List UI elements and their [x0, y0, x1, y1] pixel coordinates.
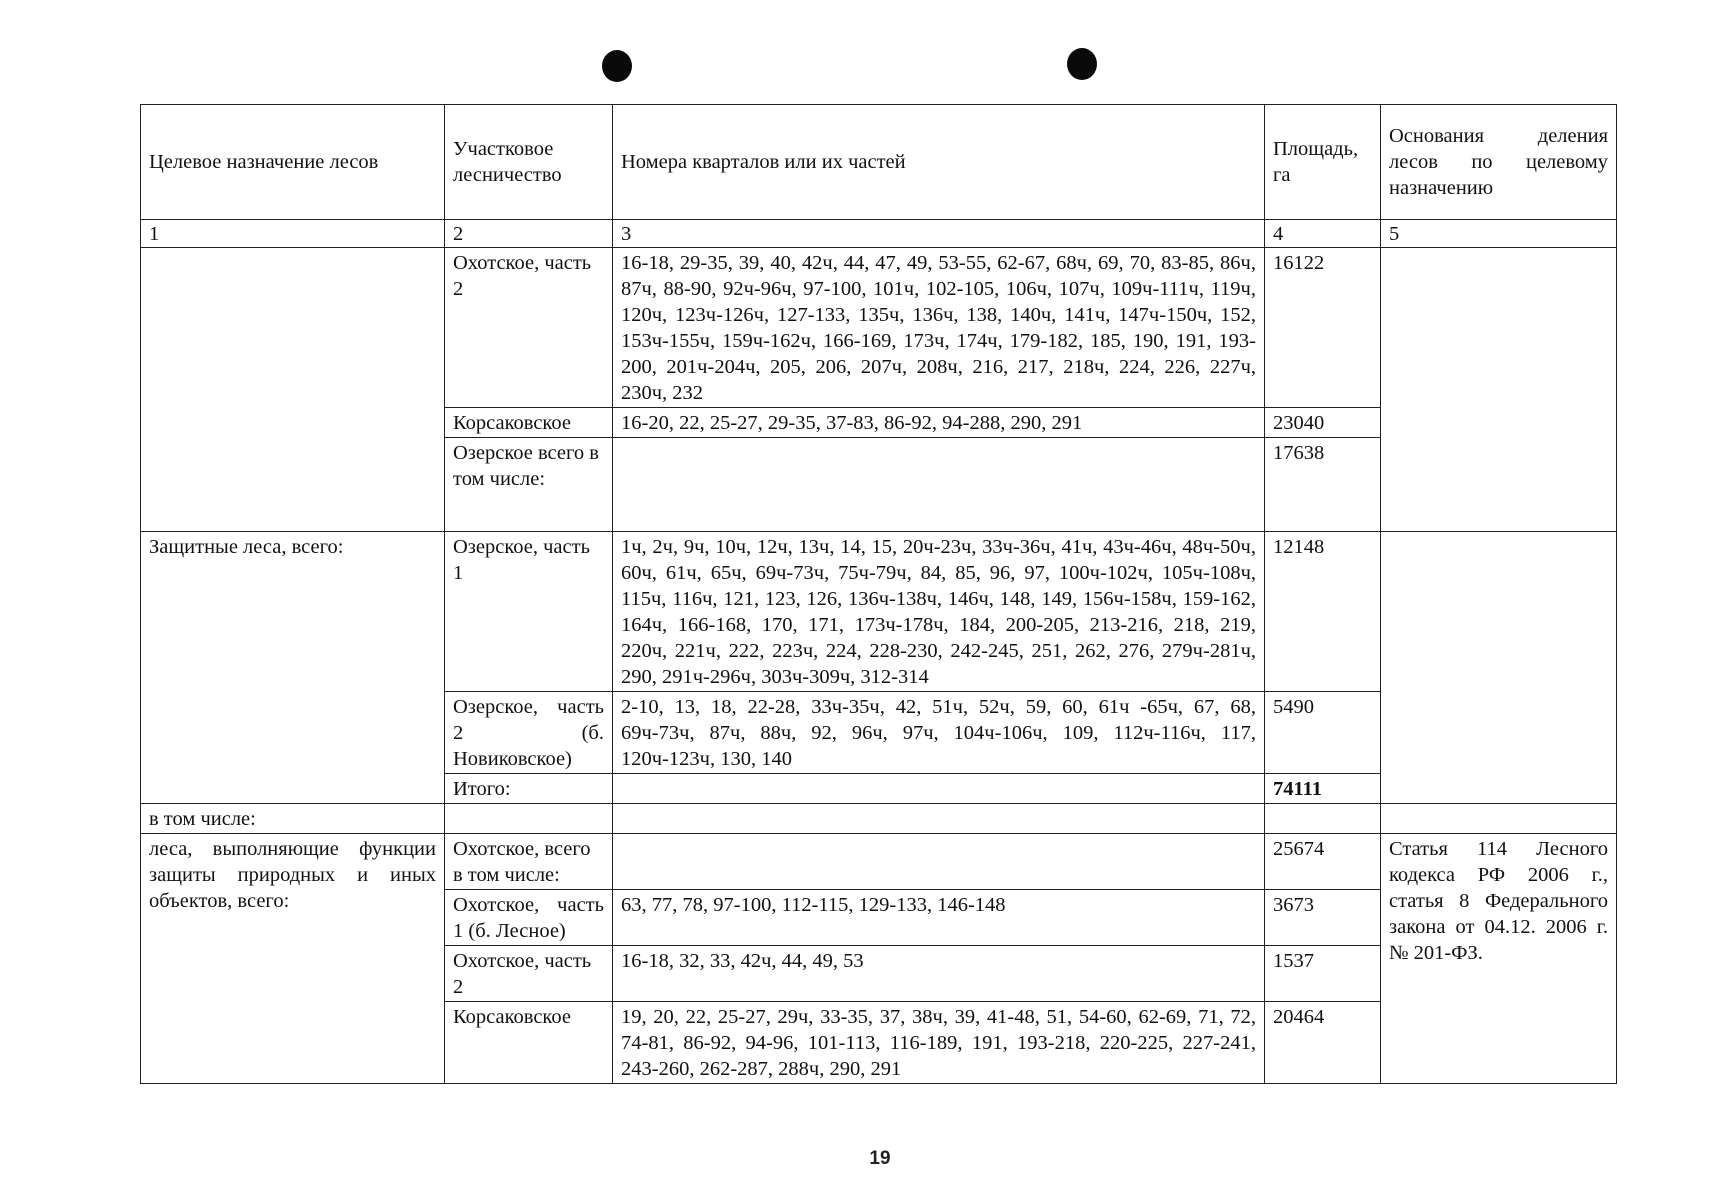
header-quarters: Номера кварталов или их частей: [613, 105, 1265, 220]
area-cell: 1537: [1265, 946, 1381, 1002]
forestry-cell: Охотское, часть 1 (б. Лесное): [445, 890, 613, 946]
page-number: 19: [869, 1148, 891, 1169]
table-row: [141, 532, 1617, 692]
table-row: [141, 804, 1617, 834]
column-number: 3: [613, 220, 1265, 248]
quarters-cell: 16-20, 22, 25-27, 29-35, 37-83, 86-92, 94-288, 290, 291: [613, 408, 1265, 438]
area-cell: 16122: [1265, 248, 1381, 408]
punch-hole-right: [1067, 48, 1097, 80]
forestry-cell: Охотское, всего в том числе:: [445, 834, 613, 890]
column-number: 2: [445, 220, 613, 248]
forestry-cell: Корсаковское: [445, 408, 613, 438]
total-area: 74111: [1265, 774, 1381, 804]
quarters-cell: 19, 20, 22, 25-27, 29ч, 33-35, 37, 38ч, 39, 41-48, 51, 54-60, 62-69, 71, 72, 74-81, 86-92, 94-96, 101-113, 116-189, 191, 193-218, 220-225, 227-241, 243-260, 262-287, 288ч, 290, 291: [613, 1002, 1265, 1084]
forestry-cell: Охотское, часть 2: [445, 248, 613, 408]
table-row: [141, 834, 1617, 890]
purpose-cell: в том числе:: [141, 804, 445, 834]
basis-cell-empty: [1381, 804, 1617, 834]
table-row: [141, 248, 1617, 408]
forestry-cell: Охотское, часть 2: [445, 946, 613, 1002]
forestry-cell: Корсаковское: [445, 1002, 613, 1084]
column-number: 5: [1381, 220, 1617, 248]
quarters-cell-empty: [613, 774, 1265, 804]
total-label: Итого:: [445, 774, 613, 804]
forestry-cell: Озерское всего в том числе:: [445, 438, 613, 532]
column-number: 4: [1265, 220, 1381, 248]
forest-purpose-table: [140, 104, 1617, 1084]
area-cell: 23040: [1265, 408, 1381, 438]
column-number: 1: [141, 220, 445, 248]
forestry-cell: Озерское, часть 2 (б. Новиковское): [445, 692, 613, 774]
quarters-cell: 2-10, 13, 18, 22-28, 33ч-35ч, 42, 51ч, 52ч, 59, 60, 61ч -65ч, 67, 68, 69ч-73ч, 87ч, 88ч, 92, 96ч, 97ч, 104ч-106ч, 109, 112ч-116ч, 117, 120ч-123ч, 130, 140: [613, 692, 1265, 774]
header-purpose: Целевое назначение лесов: [141, 105, 445, 220]
area-cell: 5490: [1265, 692, 1381, 774]
quarters-cell-empty: [613, 804, 1265, 834]
column-number-row: [141, 220, 1617, 248]
basis-cell-empty: [1381, 532, 1617, 804]
quarters-cell: 16-18, 32, 33, 42ч, 44, 49, 53: [613, 946, 1265, 1002]
basis-cell-empty: [1381, 248, 1617, 532]
area-cell: 12148: [1265, 532, 1381, 692]
forestry-cell: Озерское, часть 1: [445, 532, 613, 692]
punch-hole-left: [602, 50, 632, 82]
quarters-cell: [613, 438, 1265, 532]
quarters-cell: 16-18, 29-35, 39, 40, 42ч, 44, 47, 49, 53-55, 62-67, 68ч, 69, 70, 83-85, 86ч, 87ч, 88-90, 92ч-96ч, 97-100, 101ч, 102-105, 106ч, 107ч, 109ч-111ч, 119ч, 120ч, 123ч-126ч, 127-133, 135ч, 136ч, 138, 140ч, 141ч, 147ч-150ч, 152, 153ч-155ч, 159ч-162ч, 166-169, 173ч, 174ч, 179-182, 185, 190, 191, 193-200, 201ч-204ч, 205, 206, 207ч, 208ч, 216, 217, 218ч, 224, 226, 227ч, 230ч, 232: [613, 248, 1265, 408]
quarters-cell-empty: [613, 834, 1265, 890]
purpose-cell: леса, выполняющие функции защиты природных и иных объектов, всего:: [141, 834, 445, 1084]
area-cell: 25674: [1265, 834, 1381, 890]
header-forestry: Участковое лесничество: [445, 105, 613, 220]
forestry-cell-empty: [445, 804, 613, 834]
area-cell: 3673: [1265, 890, 1381, 946]
area-cell: 20464: [1265, 1002, 1381, 1084]
basis-cell: Статья 114 Лесного кодекса РФ 2006 г., статья 8 Федерального закона от 04.12. 2006 г. № 201-ФЗ.: [1381, 834, 1617, 1084]
quarters-cell: 1ч, 2ч, 9ч, 10ч, 12ч, 13ч, 14, 15, 20ч-23ч, 33ч-36ч, 41ч, 43ч-46ч, 48ч-50ч, 60ч, 61ч, 65ч, 69ч-73ч, 75ч-79ч, 84, 85, 96, 97, 100ч-102ч, 105ч-108ч, 115ч, 116ч, 121, 123, 126, 136ч-138ч, 146ч, 148, 149, 156ч-158ч, 159-162, 164ч, 166-168, 170, 171, 173ч-178ч, 184, 200-205, 213-216, 218, 219, 220ч, 221ч, 222, 223ч, 224, 228-230, 242-245, 251, 262, 276, 279ч-281ч, 290, 291ч-296ч, 303ч-309ч, 312-314: [613, 532, 1265, 692]
area-cell: 17638: [1265, 438, 1381, 532]
quarters-cell: 63, 77, 78, 97-100, 112-115, 129-133, 146-148: [613, 890, 1265, 946]
purpose-cell-empty: [141, 248, 445, 532]
purpose-cell: Защитные леса, всего:: [141, 532, 445, 804]
header-basis: Основания деления лесов по целевому назначению: [1381, 105, 1617, 220]
header-area: Площадь, га: [1265, 105, 1381, 220]
table-header-row: [141, 105, 1617, 220]
area-cell-empty: [1265, 804, 1381, 834]
